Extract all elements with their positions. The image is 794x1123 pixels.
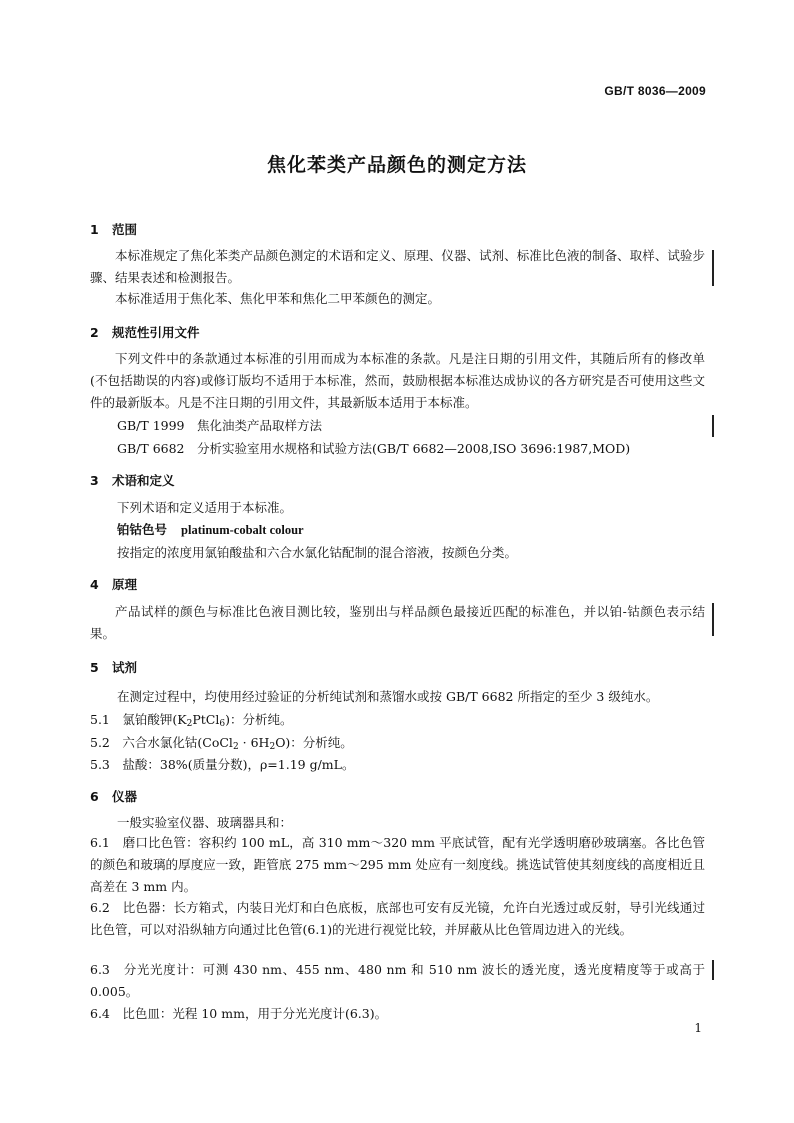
- section-title: 规范性引用文件: [112, 325, 200, 340]
- section-3-heading: [90, 471, 175, 489]
- subscript: 2: [269, 742, 276, 752]
- subscript: 2: [232, 742, 239, 752]
- reagent-5-1: [90, 710, 710, 729]
- section-1-paragraph-2: 本标准适用于焦化苯、焦化甲苯和焦化二甲苯颜色的测定。: [115, 291, 441, 306]
- section-number: 1: [90, 222, 99, 237]
- reagent-text: 氯铂酸钾(K: [122, 712, 187, 727]
- section-number: 6: [90, 789, 99, 804]
- term-chinese: 铂钴色号: [117, 522, 168, 537]
- section-title: 试剂: [112, 660, 138, 675]
- section-number: 2: [90, 325, 99, 340]
- revision-bar: [712, 960, 714, 980]
- section-4-paragraph-1: 产品试样的颜色与标准比色液目测比较，鉴别出与样品颜色最接近匹配的标准色，并以铂-钴颜色表示结果。: [90, 604, 705, 641]
- document-title: 焦化苯类产品颜色的测定方法: [266, 154, 527, 176]
- section-title: 仪器: [112, 789, 138, 804]
- subscript: 6: [219, 719, 226, 729]
- apparatus-6-3: 6.3 分光光度计：可测 430 nm、455 nm、480 nm 和 510 nm 波长的透光度，透光度精度等于或高于 0.005。: [90, 962, 705, 999]
- reagent-text: )：分析纯。: [225, 712, 293, 727]
- clause-number: 5.1: [90, 712, 110, 727]
- apparatus-6-2: 6.2 比色器：长方箱式，内装日光灯和白色底板，底部也可安有反光镜，允许白光透过或反射，导引光线通过比色管，可以对沿纵轴方向通过比色管(6.1)的光进行视觉比较，并屏蔽从比色管周边进入的光线。: [90, 900, 705, 937]
- term-english: platinum-cobalt colour: [181, 523, 304, 537]
- section-5-heading: [90, 658, 137, 676]
- term-definition: 按指定的浓度用氯铂酸盐和六合水氯化钴配制的混合溶液，按颜色分类。: [117, 545, 518, 560]
- section-1-heading: [90, 220, 137, 238]
- reagent-text: · 6H: [238, 735, 270, 750]
- reagent-5-2: [90, 733, 710, 752]
- section-1-paragraph-1: 本标准规定了焦化苯类产品颜色测定的术语和定义、原理、仪器、试剂、标准比色液的制备、取样、试验步骤、结果表述和检测报告。: [90, 248, 705, 285]
- apparatus-6-1: 6.1 磨口比色管：容积约 100 mL，高 310 mm～320 mm 平底试管，配有光学透明磨砂玻璃塞。各比色管的颜色和玻璃的厚度应一致，距管底 275 mm～295 mm 处应有一刻度线。挑选试管使其刻度线的高度相近且高差在 3 mm 内。: [90, 835, 705, 894]
- section-4-heading: [90, 575, 137, 593]
- clause-number: 5.3: [90, 757, 110, 772]
- section-number: 5: [90, 660, 99, 675]
- term-entry: [90, 520, 737, 538]
- reagent-text: 六合水氯化钴(CoCl: [122, 735, 233, 750]
- clause-number: 5.2: [90, 735, 110, 750]
- section-2-heading: [90, 323, 200, 341]
- normative-reference-2: GB/T 6682 分析实验室用水规格和试验方法(GB/T 6682—2008,ISO 3696:1987,MOD): [117, 441, 631, 456]
- section-5-paragraph-1: 在测定过程中，均使用经过验证的分析纯试剂和蒸馏水或按 GB/T 6682 所指定的至少 3 级纯水。: [117, 689, 659, 704]
- standard-code: GB/T 8036—2009: [604, 84, 706, 98]
- page-number: 1: [694, 1021, 702, 1035]
- section-6-paragraph-1: 一般实验室仪器、玻璃器具和：: [117, 815, 293, 830]
- section-title: 原理: [112, 577, 138, 592]
- subscript: 2: [186, 719, 193, 729]
- section-title: 范围: [112, 222, 138, 237]
- reagent-text: O)：分析纯。: [275, 735, 353, 750]
- apparatus-6-4: 6.4 比色皿：光程 10 mm，用于分光光度计(6.3)。: [90, 1006, 388, 1021]
- section-title: 术语和定义: [112, 473, 175, 488]
- reagent-5-3: [90, 755, 710, 773]
- section-2-paragraph-1: 下列文件中的条款通过本标准的引用而成为本标准的条款。凡是注日期的引用文件，其随后所有的修改单(不包括勘误的内容)或修订版均不适用于本标准，然而，鼓励根据本标准达成协议的各方研究是否可使用这些文件的最新版本。凡是不注日期的引用文件，其最新版本适用于本标准。: [90, 351, 705, 410]
- normative-reference-1: GB/T 1999 焦化油类产品取样方法: [117, 418, 323, 433]
- section-number: 3: [90, 473, 99, 488]
- revision-bar: [712, 415, 714, 437]
- section-3-paragraph-1: 下列术语和定义适用于本标准。: [117, 500, 293, 515]
- section-6-heading: [90, 787, 137, 805]
- reagent-text: PtCl: [192, 712, 220, 727]
- reagent-text: 盐酸：38%(质量分数)，ρ=1.19 g/mL。: [122, 757, 355, 772]
- revision-bar: [712, 250, 714, 286]
- revision-bar: [712, 603, 714, 636]
- section-number: 4: [90, 577, 99, 592]
